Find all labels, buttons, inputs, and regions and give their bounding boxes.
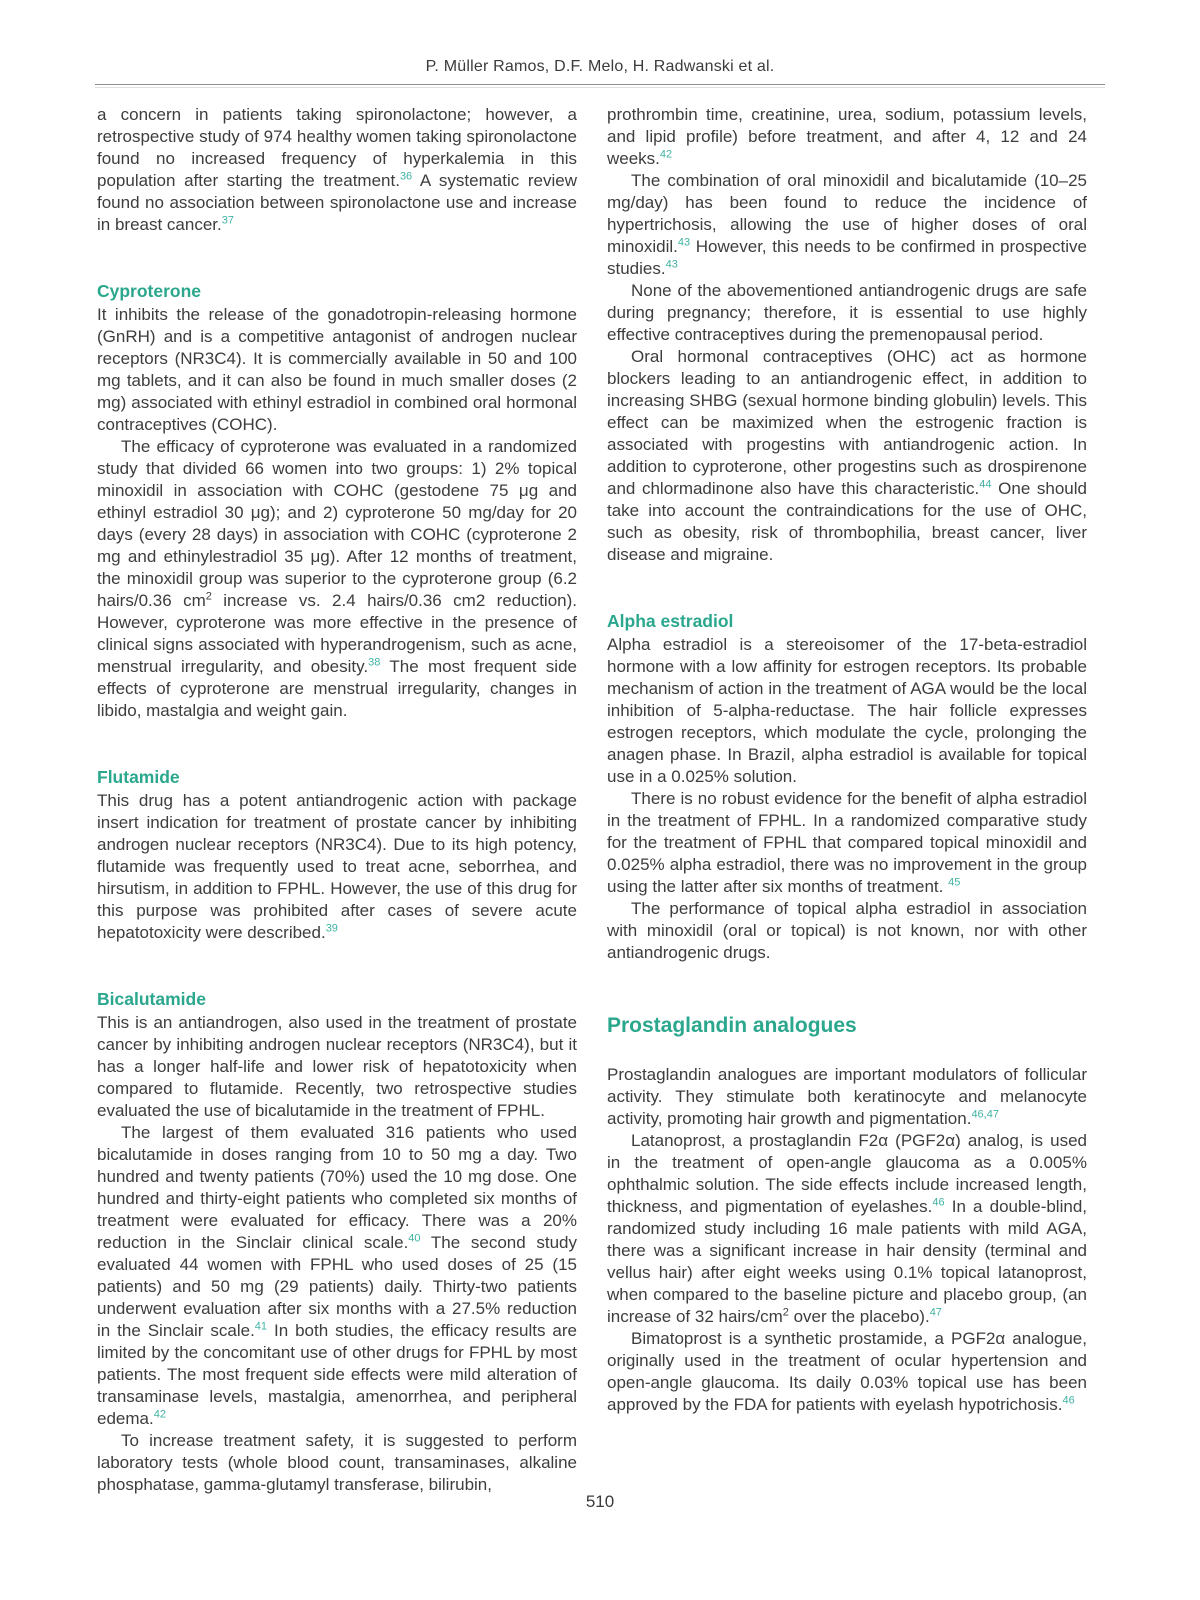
citation-reference[interactable]: 46,47: [971, 1108, 999, 1121]
paragraph: The efficacy of cyproterone was evaluated in a randomized study that divided 66 women into two groups: 1) 2% topical minoxidil in association with COHC (gestodene 75 μg and ethinyl estradiol 30 μg); and 2) cyproterone 50 mg/day for 20 days (every 28 days) in association with COHC (cyproterone 2 mg and ethinylestradiol 35 μg). After 12 months of treatment, the minoxidil group was superior to the cyproterone group (6.2 hairs/0.36 $cm^2$ increase vs. 2.4 hairs/0.36 cm2 reduction). However, cyproterone was more effective in the presence of clinical signs associated with hyperandrogenism, such as acne, menstrual irregularity, and obesity.$^{38}$ The most frequent side effects of cyproterone are menstrual irregularity, changes in libido, mastalgia and weight gain.: [97, 437, 577, 720]
paragraph: Oral hormonal contraceptives (OHC) act as hormone blockers leading to an antiandrogenic effect, in addition to increasing SHBG (sexual hormone binding globulin) levels. This effect can be maximized when the estrogenic fraction is associated with progestins with antiandrogenic action. In addition to cyproterone, other progestins such as drospirenone and chlormadinone also have this characteristic.$^{44}$ One should take into account the contraindications for the use of OHC, such as obesity, risk of thrombophilia, breast cancer, liver disease and migraine.: [607, 347, 1087, 564]
citation-reference[interactable]: 37: [221, 214, 234, 227]
citation-reference[interactable]: 47: [929, 1306, 942, 1319]
section-heading-prostaglandin-analogues: Prostaglandin analogues: [607, 1014, 857, 1037]
paragraph: This drug has a potent antiandrogenic action with package insert indication for treatment of prostate cancer by inhibiting androgen nuclear receptors (NR3C4). Due to its high potency, flutamide was frequently used to treat acne, seborrhea, and hirsutism, in addition to FPHL. However, the use of this drug for this purpose was prohibited after cases of severe acute hepatotoxicity were described.$^{39}$: [97, 791, 577, 942]
page-footer: [0, 1492, 1200, 1512]
paragraph: It inhibits the release of the gonadotropin-releasing hormone (GnRH) and is a competitive antagonist of androgen nuclear receptors (NR3C4). It is commercially available in 50 and 100 mg tablets, and it can also be found in much smaller doses (2 mg) associated with ethinyl estradiol in combined oral hormonal contraceptives (COHC).: [97, 305, 577, 434]
paragraph: There is no robust evidence for the benefit of alpha estradiol in the treatment of FPHL. In a randomized comparative study for the treatment of FPHL that compared topical minoxidil and 0.025% alpha estradiol, there was no improvement in the group using the latter after six months of treatment. $^{45}$: [607, 789, 1087, 896]
superscript: 2: [782, 1306, 789, 1319]
paragraph: The performance of topical alpha estradiol in association with minoxidil (oral or topical) is not known, nor with other antiandrogenic drugs.: [607, 899, 1087, 962]
paragraph: a concern in patients taking spironolactone; however, a retrospective study of 974 healthy women taking spironolactone found no increased frequency of hyperkalemia in this population after starting the treatment.$^{36}$ A systematic review found no association between spironolactone use and increase in breast cancer.$^{37}$: [97, 105, 577, 234]
citation-reference[interactable]: 40: [408, 1232, 421, 1245]
citation-reference[interactable]: 39: [325, 922, 338, 935]
citation-reference[interactable]: 46: [1062, 1394, 1075, 1407]
paragraph: This is an antiandrogen, also used in the treatment of prostate cancer by inhibiting androgen nuclear receptors (NR3C4), but it has a longer half-life and lower risk of hepatotoxicity when compared to flutamide. Recently, two retrospective studies evaluated the use of bicalutamide in the treatment of FPHL.: [97, 1013, 577, 1120]
left-column: [97, 104, 577, 1496]
paragraph: The combination of oral minoxidil and bicalutamide (10–25 mg/day) has been found to reduce the incidence of hypertrichosis, allowing the use of higher doses of oral minoxidil.$^{43}$ However, this needs to be confirmed in prospective studies.$^{43}$: [607, 171, 1087, 278]
citation-reference[interactable]: 43: [665, 258, 678, 271]
page-number: 510: [585, 1492, 615, 1511]
superscript: 2: [205, 590, 212, 603]
subsection-heading-alpha-estradiol: Alpha estradiol: [607, 611, 734, 631]
citation-reference[interactable]: 42: [153, 1408, 166, 1421]
paragraph: Bimatoprost is a synthetic prostamide, a PGF2α analogue, originally used in the treatment of ocular hypertension and open-angle glaucoma. Its daily 0.03% topical use has been approved by the FDA for patients with eyelash hypotrichosis.$^{46}$: [607, 1329, 1087, 1414]
citation-reference[interactable]: 44: [979, 478, 992, 491]
citation-reference[interactable]: 42: [659, 148, 673, 161]
paragraph: prothrombin time, creatinine, urea, sodium, potassium levels, and lipid profile) before treatment, and after 4, 12 and 24 weeks.$^{42}$: [607, 105, 1087, 168]
paragraph: Alpha estradiol is a stereoisomer of the 17-beta-estradiol hormone with a low affinity for estrogen receptors. Its probable mechanism of action in the treatment of AGA would be the local inhibition of 5-alpha-reductase. The hair follicle expresses estrogen receptors, which modulate the cycle, prolonging the anagen phase. In Brazil, alpha estradiol is available for topical use in a 0.025% solution.: [607, 635, 1087, 786]
right-column: [607, 104, 1087, 1496]
paragraph: Latanoprost, a prostaglandin F2α (PGF2α) analog, is used in the treatment of open-angle glaucoma as a 0.005% ophthalmic solution. The side effects include increased length, thickness, and pigmentation of eyelashes.$^{46}$ In a double-blind, randomized study including 16 male patients with mild AGA, there was a significant increase in hair density (terminal and vellus hair) after eight weeks using 0.1% topical latanoprost, when compared to the baseline picture and placebo group, (an increase of 32 hairs/$cm^2$ over the placebo).$^{47}$: [607, 1131, 1087, 1326]
subsection-heading-cyproterone: Cyproterone: [97, 281, 202, 301]
citation-reference[interactable]: 41: [254, 1320, 268, 1333]
paragraph: To increase treatment safety, it is suggested to perform laboratory tests (whole blood count, transaminases, alkaline phosphatase, gamma-glutamyl transferase, bilirubin,: [97, 1431, 577, 1494]
paragraph: Prostaglandin analogues are important modulators of follicular activity. They stimulate both keratinocyte and melanocyte activity, promoting hair growth and pigmentation.$^{46,47}$: [607, 1065, 1087, 1128]
citation-reference[interactable]: 45: [948, 876, 961, 889]
page-header: [0, 0, 1200, 88]
header-rule: [95, 84, 1105, 88]
paragraph: None of the abovementioned antiandrogenic drugs are safe during pregnancy; therefore, it is essential to use highly effective contraceptives during the premenopausal period.: [607, 281, 1087, 344]
subsection-heading-bicalutamide: Bicalutamide: [97, 989, 206, 1009]
running-head-authors: P. Müller Ramos, D.F. Melo, H. Radwanski et al.: [425, 58, 775, 75]
citation-reference[interactable]: 38: [368, 656, 381, 669]
paragraph: The largest of them evaluated 316 patients who used bicalutamide in doses ranging from 10 to 50 mg a day. Two hundred and twenty patients (70%) used the 10 mg dose. One hundred and thirty-eight patients who completed six months of treatment were evaluated for efficacy. There was a 20% reduction in the Sinclair clinical scale.$^{40}$ The second study evaluated 44 women with FPHL who used doses of 25 (15 patients) and 50 mg (29 patients) daily. Thirty-two patients underwent evaluation after six months with a 27.5% reduction in the Sinclair scale.$^{41}$ In both studies, the efficacy results are limited by the concomitant use of other drugs for FPHL by most patients. The most frequent side effects were mild alteration of transaminase levels, mastalgia, amenorrhea, and peripheral edema.$^{42}$: [97, 1123, 577, 1428]
citation-reference[interactable]: 46: [932, 1196, 945, 1209]
subsection-heading-flutamide: Flutamide: [97, 767, 180, 787]
citation-reference[interactable]: 43: [677, 236, 691, 249]
citation-reference[interactable]: 36: [399, 170, 413, 183]
two-column-body: [97, 104, 1105, 1496]
